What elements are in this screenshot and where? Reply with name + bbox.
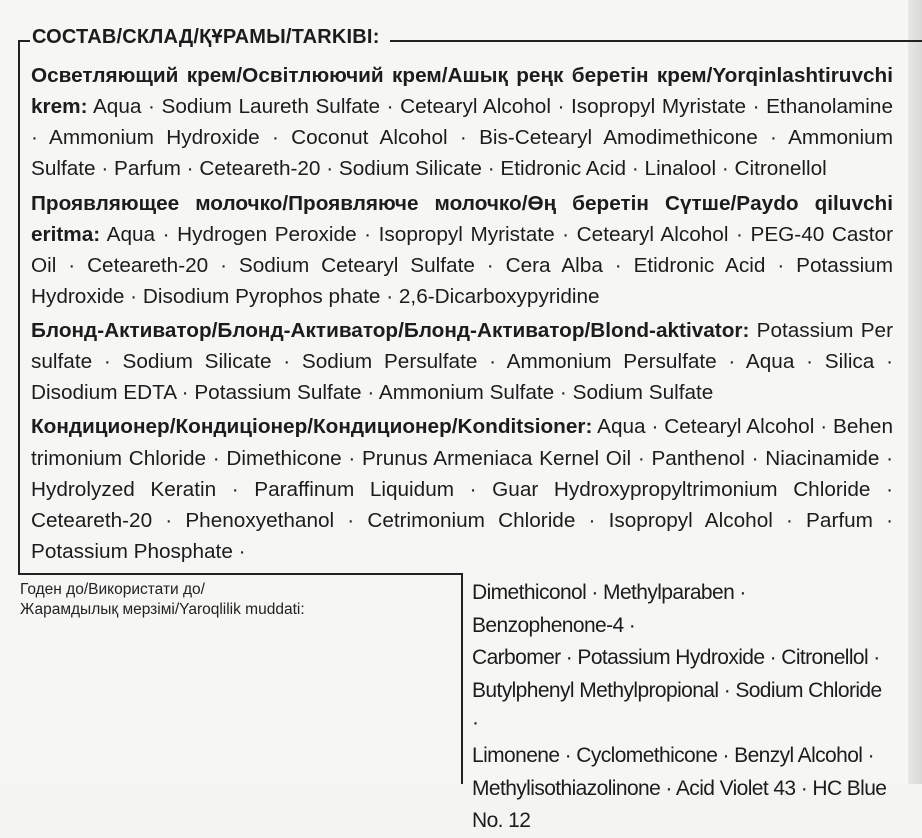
section-text: Aqua · Hydrogen Peroxide · Isopropyl Myristate · Cetearyl Alcohol · PEG-40 Castor Oil · Ceteareth-20 · Sodium Cetearyl Sulfate · Cera Alba · Etidronic Acid · Potassium Hydroxide · Disodium Pyrophos phate · 2,6-Dicarboxypyridine (31, 222, 893, 308)
section-title: Осветляющий крем/Освітлюючий крем/Ашық реңк беретін крем/Yorqinlashtiruvchi krem: (31, 64, 893, 119)
section-text: Aqua · Cetearyl Alcohol · Behen trimonium Chloride · Dimethicone · Prunus Armeniaca Kernel Oil · Panthenol · Niacinamide · Hydrolyzed Keratin · Paraffinum Liquidum · Guar Hydroxypropyltrimonium Chloride · Ceteareth-20 · Phenoxyethanol · Cetrimonium Chloride · Isopropyl Alcohol · Parfum · Potassium Phosphate · (31, 415, 893, 563)
expiry-box (20, 580, 456, 620)
developer-section (31, 188, 893, 313)
section-title: Блонд-Активатор/Блонд-Активатор/Блонд-Активатор/Blond-aktivator: (31, 319, 750, 342)
ingredients-list (31, 60, 893, 570)
composition-heading: СОСТАВ/СКЛАД/ҚҰРАМЫ/TARKIBI: (32, 26, 380, 48)
continuation-line: No. 12 (472, 809, 531, 833)
section-text: Potassium Per sulfate · Sodium Silicate · Sodium Persulfate · Ammonium Persulfate · Aqua · Silica · Disodium EDTA · Potassium Sulfate · Ammonium Sulfate · Sodium Sulfate (31, 319, 893, 405)
activator-section (31, 315, 893, 408)
conditioner-section (31, 411, 893, 567)
continuation-line: Dimethiconol · Methylparaben · Benzophenone-4 · (472, 581, 746, 637)
frame-line (390, 40, 922, 42)
section-title: Кондиционер/Кондиціонер/Кондиционер/Konditsioner: (31, 415, 593, 439)
continuation-line: Limonene · Cyclomethicone · Benzyl Alcohol · (472, 743, 874, 767)
frame-line (461, 573, 463, 784)
expiry-label-line: Жарамдылық мерзімі/Yaroqlilik muddati: (20, 601, 305, 618)
continuation-line: Butylphenyl Methylpropional · Sodium Chloride · (472, 678, 882, 735)
frame-line (18, 40, 20, 574)
expiry-label-line: Годен до/Використати до/ (20, 581, 205, 598)
frame-line (18, 573, 462, 575)
section-title: Проявляющее молочко/Проявляюче молочко/Өң беретін Сүтше/Paydo qiluvchi eritma: (31, 191, 893, 246)
conditioner-continuation (472, 577, 890, 838)
section-text: Aqua · Sodium Laureth Sulfate · Cetearyl Alcohol · Isopropyl Myristate · Ethanolamine · Ammonium Hydroxide · Coconut Alcohol · Bis-Cetearyl Amodimethicone · Ammonium Sulfate · Parfum · Ceteareth-20 · Sodium Silicate · Etidronic Acid · Linalool · Citronellol (31, 95, 893, 181)
cream-section (31, 60, 893, 185)
continuation-line: Methylisothiazolinone · Acid Violet 43 · HC Blue (472, 776, 887, 800)
package-edge (908, 0, 922, 784)
continuation-line: Carbomer · Potassium Hydroxide · Citronellol · (472, 646, 880, 670)
